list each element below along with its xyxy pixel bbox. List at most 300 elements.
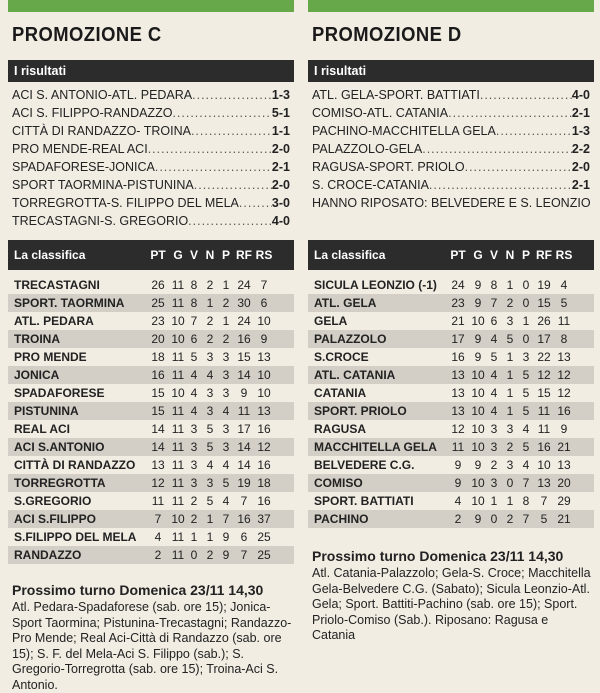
col-g: G (173, 248, 183, 262)
cell-g: 11 (171, 440, 185, 454)
cell-rs: 8 (560, 332, 568, 346)
cell-rs: 13 (257, 350, 271, 364)
cell-team: PRO MENDE (14, 350, 87, 364)
cell-rf: 24 (237, 278, 251, 292)
standings-header (8, 240, 294, 270)
cell-v: 5 (490, 350, 498, 364)
cell-rf: 7 (540, 494, 548, 508)
cell-v: 4 (490, 368, 498, 382)
cell-pt: 15 (151, 404, 165, 418)
cell-v: 4 (190, 404, 198, 418)
cell-pt: 25 (151, 296, 165, 310)
cell-n: 3 (506, 422, 514, 436)
table-row (8, 474, 294, 492)
result-match: COMISO-ATL. CATANIA (312, 106, 449, 120)
col-p: P (521, 248, 530, 262)
leader-dots (194, 176, 272, 194)
leader-dots (188, 212, 272, 230)
cell-team: SPORT. BATTIATI (314, 494, 414, 508)
result-row (12, 194, 290, 212)
cell-team: MACCHITELLA GELA (314, 440, 437, 454)
cell-rs: 7 (260, 278, 268, 292)
cell-v: 3 (490, 422, 498, 436)
cell-rs: 10 (257, 386, 271, 400)
cell-n: 4 (206, 458, 214, 472)
cell-g: 9 (474, 278, 482, 292)
result-row (312, 122, 590, 140)
cell-team: ACI S.ANTONIO (14, 440, 105, 454)
cell-pt: 14 (151, 440, 165, 454)
cell-g: 10 (471, 422, 485, 436)
cell-v: 0 (490, 512, 498, 526)
cell-g: 10 (471, 368, 485, 382)
cell-g: 11 (171, 350, 185, 364)
cell-rf: 17 (537, 332, 551, 346)
cell-g: 10 (171, 314, 185, 328)
cell-rs: 21 (557, 512, 571, 526)
table-row (8, 276, 294, 294)
cell-pt: 12 (151, 476, 165, 490)
next-round-title: Prossimo turno Domenica 23/11 14,30 (12, 582, 264, 598)
cell-rf: 13 (537, 476, 551, 490)
cell-rf: 16 (537, 440, 551, 454)
table-row (308, 330, 594, 348)
cell-pt: 23 (451, 296, 465, 310)
cell-team: PALAZZOLO (314, 332, 387, 346)
cell-pt: 15 (151, 386, 165, 400)
cell-p: 0 (522, 332, 530, 346)
cell-pt: 13 (451, 386, 465, 400)
col-p: P (221, 248, 230, 262)
cell-v: 3 (490, 440, 498, 454)
cell-p: 5 (522, 386, 530, 400)
cell-p: 4 (222, 494, 230, 508)
cell-g: 11 (171, 296, 185, 310)
cell-p: 4 (522, 458, 530, 472)
cell-g: 11 (171, 548, 185, 562)
cell-rs: 9 (560, 422, 568, 436)
cell-p: 9 (222, 530, 230, 544)
cell-pt: 11 (451, 440, 465, 454)
cell-p: 3 (522, 350, 530, 364)
cell-n: 1 (506, 368, 514, 382)
cell-p: 2 (222, 296, 230, 310)
cell-n: 3 (506, 314, 514, 328)
leader-dots (172, 104, 271, 122)
table-row (308, 366, 594, 384)
result-row (312, 158, 590, 176)
cell-rf: 19 (237, 476, 251, 490)
cell-p: 4 (222, 458, 230, 472)
cell-g: 10 (471, 386, 485, 400)
cell-n: 2 (506, 440, 514, 454)
cell-pt: 16 (451, 350, 465, 364)
cell-rs: 4 (560, 278, 568, 292)
result-match: S. CROCE-CATANIA (312, 178, 429, 192)
result-row (12, 122, 290, 140)
cell-team: TORREGROTTA (14, 476, 106, 490)
cell-p: 3 (222, 440, 230, 454)
cell-rf: 11 (237, 404, 251, 418)
cell-rf: 12 (537, 368, 551, 382)
col-rs: RS (255, 248, 273, 262)
cell-g: 10 (471, 440, 485, 454)
results-list (308, 82, 594, 194)
result-row (12, 158, 290, 176)
cell-p: 7 (222, 512, 230, 526)
cell-n: 5 (506, 332, 514, 346)
cell-p: 5 (522, 368, 530, 382)
table-row (308, 510, 594, 528)
cell-v: 3 (190, 440, 198, 454)
cell-rs: 13 (257, 404, 271, 418)
leader-dots (148, 140, 272, 158)
result-row (312, 86, 590, 104)
result-row (312, 104, 590, 122)
standings-label: La classifica (314, 248, 386, 262)
result-row (12, 176, 290, 194)
cell-n: 1 (506, 386, 514, 400)
table-row (8, 528, 294, 546)
cell-pt: 2 (454, 512, 462, 526)
cell-g: 11 (171, 422, 185, 436)
cell-rs: 10 (257, 368, 271, 382)
cell-g: 10 (171, 386, 185, 400)
table-row (8, 348, 294, 366)
table-row (308, 276, 594, 294)
cell-n: 3 (206, 386, 214, 400)
standings-label: La classifica (14, 248, 86, 262)
cell-team: SPADAFORESE (14, 386, 105, 400)
cell-p: 1 (522, 314, 530, 328)
cell-v: 2 (490, 458, 498, 472)
col-v: V (489, 248, 498, 262)
result-match: ACI S. FILIPPO-RANDAZZO (12, 106, 173, 120)
result-match: PRO MENDE-REAL ACI (12, 142, 148, 156)
cell-rs: 6 (260, 296, 268, 310)
leader-dots (191, 122, 272, 140)
results-header: I risultati (308, 60, 594, 82)
result-score: 4-0 (271, 214, 290, 228)
result-match: CITTÀ DI RANDAZZO- TROINA (12, 124, 191, 138)
cell-team: RANDAZZO (14, 548, 82, 562)
cell-team: ATL. PEDARA (14, 314, 94, 328)
cell-n: 2 (206, 548, 214, 562)
result-score: 5-1 (271, 106, 290, 120)
cell-v: 5 (190, 350, 198, 364)
cell-team: ATL. GELA (314, 296, 377, 310)
table-row (308, 384, 594, 402)
cell-rf: 15 (537, 386, 551, 400)
cell-rs: 25 (257, 548, 271, 562)
leader-dots (192, 86, 272, 104)
results-list (8, 82, 294, 230)
result-row (312, 176, 590, 194)
result-match: RAGUSA-SPORT. PRIOLO (312, 160, 465, 174)
col-v: V (189, 248, 198, 262)
cell-v: 3 (190, 422, 198, 436)
next-round-title: Prossimo turno Domenica 23/11 14,30 (312, 548, 564, 564)
cell-rf: 10 (537, 458, 551, 472)
cell-p: 5 (522, 404, 530, 418)
col-pt: PT (450, 248, 466, 262)
cell-n: 0 (506, 476, 514, 490)
result-row (12, 140, 290, 158)
cell-rf: 19 (537, 278, 551, 292)
cell-p: 2 (222, 332, 230, 346)
table-row (308, 402, 594, 420)
cell-team: PACHINO (314, 512, 369, 526)
next-round-text: Atl. Catania-Palazzolo; Gela-S. Croce; Macchitella Gela-Belvedere C.G. (Sabato); Sicula Leonzio-Atl. Gela; Sport. Battiti-Pachino (sab. ore 15); Sport. Priolo-Comiso (Sab.). Riposano: Ragusa e Catania (312, 566, 591, 642)
result-row (12, 212, 290, 230)
result-score: 4-0 (571, 88, 590, 102)
cell-pt: 12 (451, 422, 465, 436)
cell-n: 2 (506, 296, 514, 310)
cell-pt: 4 (154, 530, 162, 544)
cell-g: 10 (471, 314, 485, 328)
results-header: I risultati (8, 60, 294, 82)
cell-g: 11 (171, 458, 185, 472)
cell-v: 0 (190, 548, 198, 562)
cell-n: 1 (506, 494, 514, 508)
cell-rf: 14 (237, 440, 251, 454)
cell-n: 1 (506, 278, 514, 292)
table-row (308, 294, 594, 312)
result-match: PALAZZOLO-GELA (312, 142, 423, 156)
table-row (8, 330, 294, 348)
cell-team: S.FILIPPO DEL MELA (14, 530, 137, 544)
cell-team: SICULA LEONZIO (-1) (314, 278, 437, 292)
table-row (8, 546, 294, 564)
col-g: G (473, 248, 483, 262)
cell-p: 8 (522, 494, 530, 508)
cell-pt: 20 (151, 332, 165, 346)
table-row (308, 312, 594, 330)
cell-team: TROINA (14, 332, 60, 346)
cell-rs: 12 (557, 368, 571, 382)
leader-dots (465, 158, 572, 176)
cell-v: 7 (190, 314, 198, 328)
cell-g: 11 (171, 278, 185, 292)
leader-dots (429, 176, 572, 194)
cell-rf: 7 (240, 548, 248, 562)
cell-team: S.CROCE (314, 350, 369, 364)
cell-v: 7 (490, 296, 498, 310)
cell-rs: 12 (257, 440, 271, 454)
cell-p: 5 (522, 440, 530, 454)
cell-n: 5 (206, 494, 214, 508)
cell-rs: 37 (257, 512, 271, 526)
cell-g: 10 (471, 476, 485, 490)
cell-v: 3 (490, 476, 498, 490)
result-score: 2-0 (571, 160, 590, 174)
result-score: 2-1 (571, 178, 590, 192)
cell-rs: 16 (557, 404, 571, 418)
leader-dots (422, 140, 572, 158)
cell-g: 11 (171, 476, 185, 490)
cell-rs: 13 (557, 350, 571, 364)
cell-team: ACI S.FILIPPO (14, 512, 97, 526)
section-title: PROMOZIONE D (312, 24, 462, 46)
cell-n: 4 (206, 368, 214, 382)
cell-rf: 7 (240, 494, 248, 508)
cell-rs: 12 (557, 386, 571, 400)
cell-pt: 13 (151, 458, 165, 472)
cell-rs: 16 (257, 458, 271, 472)
result-match: TRECASTAGNI-S. GREGORIO (12, 214, 189, 228)
cell-n: 1 (506, 404, 514, 418)
cell-p: 0 (522, 278, 530, 292)
col-n: N (505, 248, 515, 262)
result-match: SPORT TAORMINA-PISTUNINA (12, 178, 194, 192)
cell-pt: 13 (451, 368, 465, 382)
cell-team: ATL. CATANIA (314, 368, 396, 382)
cell-rs: 10 (257, 314, 271, 328)
cell-pt: 26 (151, 278, 165, 292)
cell-v: 6 (190, 332, 198, 346)
result-match: TORREGROTTA-S. FILIPPO DEL MELA (12, 196, 239, 210)
cell-pt: 13 (451, 404, 465, 418)
cell-p: 3 (222, 386, 230, 400)
cell-v: 4 (190, 386, 198, 400)
cell-pt: 16 (151, 368, 165, 382)
cell-g: 9 (474, 458, 482, 472)
cell-rf: 5 (540, 512, 548, 526)
table-row (8, 492, 294, 510)
table-row (8, 384, 294, 402)
cell-v: 3 (190, 458, 198, 472)
cell-g: 9 (474, 350, 482, 364)
result-match: ACI S. ANTONIO-ATL. PEDARA (12, 88, 193, 102)
result-score: 2-1 (571, 106, 590, 120)
result-score: 1-3 (571, 124, 590, 138)
leader-dots (155, 158, 272, 176)
cell-team: SPORT. TAORMINA (14, 296, 125, 310)
top-green-bar (308, 0, 594, 12)
next-round-text: Atl. Pedara-Spadaforese (sab. ore 15); Jonica-Sport Taormina; Pistunina-Trecastagni; Randazzo-Pro Mende; Real Aci-Città di Randazzo (sab. ore 15); S. F. del Mela-Aci S. Filippo (sab.); S. Gregorio-Torregrotta (sab. ore 15); Troina-Aci S. Antonio. (12, 600, 292, 692)
cell-team: GELA (314, 314, 348, 328)
promozione-c-column (8, 0, 294, 693)
result-row (312, 140, 590, 158)
cell-n: 5 (206, 422, 214, 436)
cell-n: 1 (206, 530, 214, 544)
cell-rf: 24 (237, 314, 251, 328)
table-row (8, 294, 294, 312)
cell-team: PISTUNINA (14, 404, 79, 418)
table-row (8, 366, 294, 384)
cell-v: 3 (190, 476, 198, 490)
leader-dots (496, 122, 572, 140)
cell-pt: 23 (151, 314, 165, 328)
cell-g: 10 (171, 332, 185, 346)
cell-v: 6 (490, 314, 498, 328)
cell-g: 10 (171, 512, 185, 526)
cell-v: 2 (190, 494, 198, 508)
cell-rs: 21 (557, 440, 571, 454)
table-row (308, 492, 594, 510)
cell-n: 2 (206, 278, 214, 292)
col-pt: PT (150, 248, 166, 262)
cell-rs: 9 (260, 332, 268, 346)
cell-team: COMISO (314, 476, 363, 490)
cell-p: 0 (522, 296, 530, 310)
table-row (308, 348, 594, 366)
cell-v: 8 (190, 296, 198, 310)
standings-table (8, 240, 294, 564)
result-match: ATL. GELA-SPORT. BATTIATI (312, 88, 480, 102)
cell-pt: 9 (454, 476, 462, 490)
result-score: 2-2 (571, 142, 590, 156)
standings-table (308, 240, 594, 528)
cell-rf: 22 (537, 350, 551, 364)
result-score: 3-0 (271, 196, 290, 210)
cell-rs: 13 (557, 458, 571, 472)
cell-pt: 7 (154, 512, 162, 526)
cell-g: 11 (171, 368, 185, 382)
cell-n: 1 (506, 350, 514, 364)
result-row (12, 86, 290, 104)
cell-team: TRECASTAGNI (14, 278, 100, 292)
cell-team: S.GREGORIO (14, 494, 92, 508)
cell-n: 5 (206, 440, 214, 454)
result-score: 2-0 (271, 142, 290, 156)
cell-rs: 29 (557, 494, 571, 508)
result-score: 1-1 (271, 124, 290, 138)
table-row (308, 438, 594, 456)
leader-dots (448, 104, 572, 122)
cell-rf: 17 (237, 422, 251, 436)
cell-g: 9 (474, 296, 482, 310)
table-row (8, 420, 294, 438)
cell-rf: 15 (237, 350, 251, 364)
cell-v: 4 (490, 404, 498, 418)
cell-pt: 14 (151, 422, 165, 436)
cell-p: 1 (222, 278, 230, 292)
cell-n: 3 (206, 476, 214, 490)
table-row (8, 402, 294, 420)
cell-g: 10 (471, 494, 485, 508)
cell-team: JONICA (14, 368, 60, 382)
cell-pt: 24 (451, 278, 465, 292)
cell-n: 1 (206, 512, 214, 526)
rest-note: HANNO RIPOSATO: BELVEDERE E S. LEONZIO (312, 196, 591, 210)
result-score: 2-0 (271, 178, 290, 192)
cell-v: 8 (190, 278, 198, 292)
cell-n: 1 (206, 296, 214, 310)
cell-pt: 21 (451, 314, 465, 328)
cell-rf: 6 (240, 530, 248, 544)
cell-p: 7 (522, 476, 530, 490)
top-green-bar (8, 0, 294, 12)
result-score: 2-1 (271, 160, 290, 174)
table-row (308, 474, 594, 492)
cell-v: 4 (490, 386, 498, 400)
cell-p: 7 (522, 512, 530, 526)
cell-v: 8 (490, 278, 498, 292)
cell-n: 3 (206, 404, 214, 418)
cell-rf: 15 (537, 296, 551, 310)
cell-rf: 11 (537, 404, 551, 418)
cell-g: 9 (474, 332, 482, 346)
result-score: 1-3 (271, 88, 290, 102)
cell-pt: 17 (451, 332, 465, 346)
cell-g: 11 (171, 530, 185, 544)
cell-rs: 16 (257, 494, 271, 508)
col-rf: RF (536, 248, 552, 262)
cell-p: 3 (222, 422, 230, 436)
cell-n: 2 (206, 314, 214, 328)
cell-p: 3 (222, 368, 230, 382)
